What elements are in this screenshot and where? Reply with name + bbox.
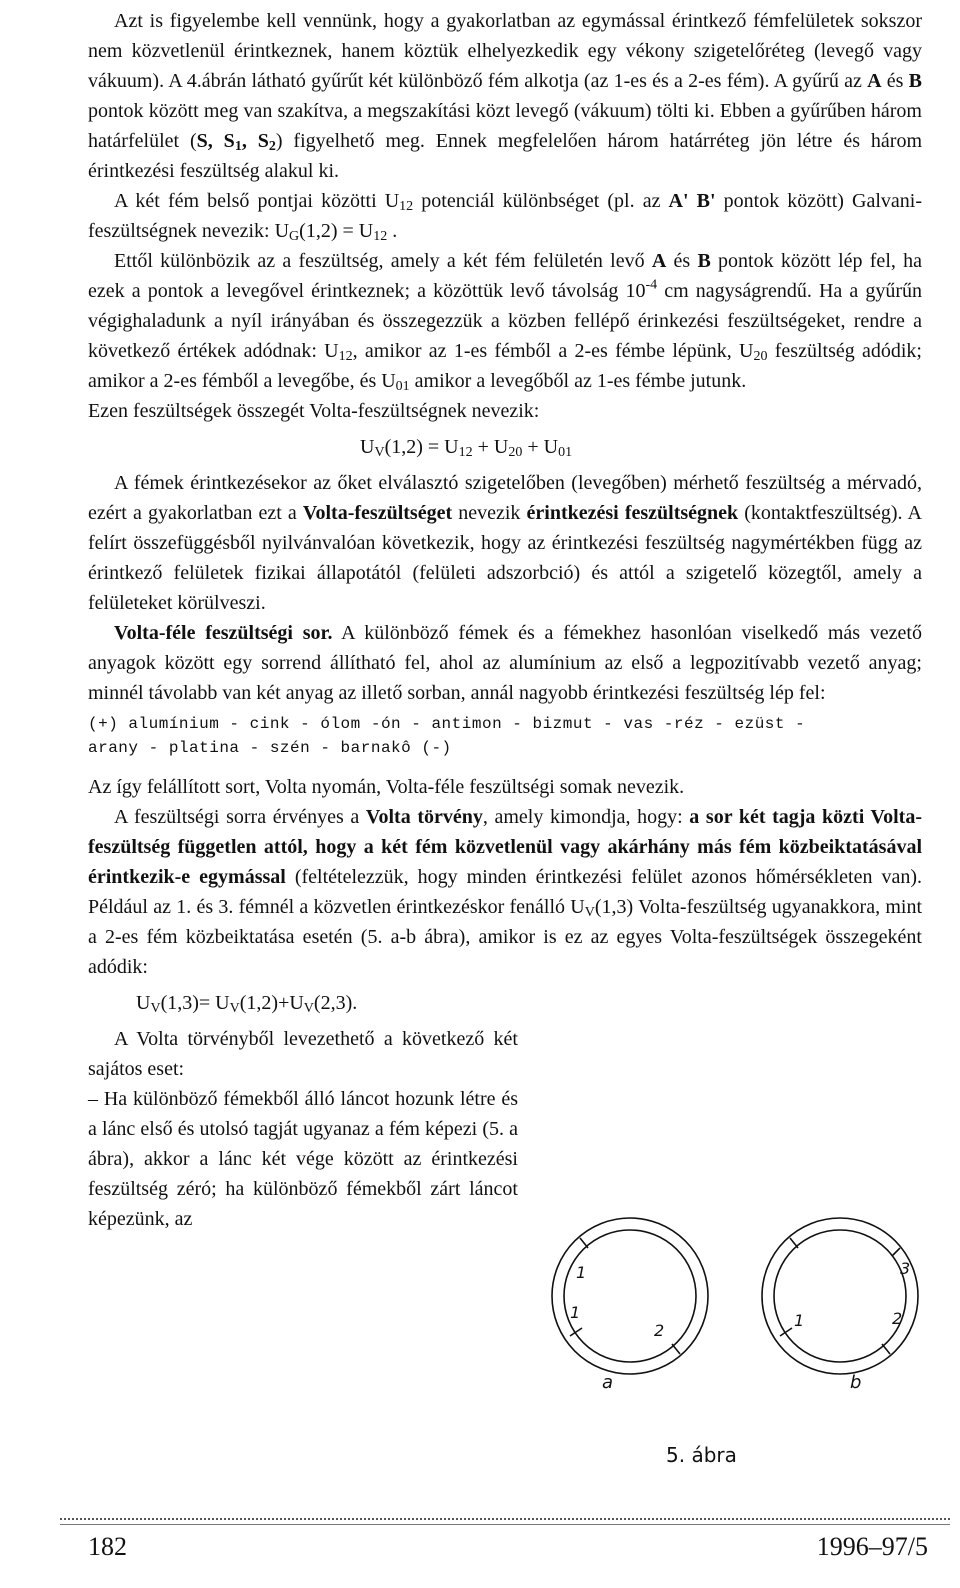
ring-a bbox=[552, 1218, 708, 1374]
voltage-series-line-1: (+) alumínium - cink - ólom -ón - antimon - bizmut - vas -réz - ezüst - bbox=[88, 715, 806, 733]
paragraph-4: Ezen feszültségek összegét Volta-feszültségnek nevezik: bbox=[88, 400, 540, 422]
voltage-series bbox=[88, 712, 922, 760]
ring-b-label-2: 2 bbox=[892, 1309, 903, 1328]
ring-b bbox=[762, 1218, 918, 1374]
bottom-text-column bbox=[88, 1024, 518, 1234]
figure-rings bbox=[530, 1176, 930, 1436]
paragraph-6: Volta-féle feszültségi sor. A különböző fémek és a fémekhez hasonlóan viselkedő más vezető anyagok között egy sorrend állítható fel, ahol az alumínium az első a legpozitívabb vezető anyag; minnél távolabb van két anyag az illető sorban, annál nagyobb érintkezési feszültség lép fel: bbox=[88, 622, 922, 704]
ring-a-label-2: 2 bbox=[654, 1321, 665, 1340]
paragraph-7: Az így felállított sort, Volta nyomán, Volta-féle feszültségi somak nevezik. bbox=[88, 776, 685, 798]
paragraph-10: – Ha különböző fémekből álló láncot hozunk létre és a lánc első és utolsó tagját ugyanaz a fém képezi (5. a ábra), akkor a lánc két vége között az érintkezési feszültség zéró; ha különböző fémekből zárt láncot képezünk, az bbox=[88, 1088, 518, 1230]
voltage-series-line-2: arany - platina - szén - barnakô (-) bbox=[88, 739, 452, 757]
issue-number: 1996–97/5 bbox=[816, 1532, 928, 1561]
figure-label-a: a bbox=[602, 1372, 614, 1393]
paragraph-1: Azt is figyelembe kell vennünk, hogy a gyakorlatban az egymással érintkező fémfelületek sokszor nem közvetlenül érintkeznek, hanem köztük elhelyezkedik egy vékony szigetelőréteg (levegő vagy vákuum). A 4.ábrán látható gyűrűt két különböző fém alkotja (az 1-es és a 2-es fém). A gyűrű az A és B pontok között meg van szakítva, a megszakítási közt levegő (vákuum) tölti ki. Ebben a gyűrűben három határfelület (S, $S_1$, $S_2$) figyelhető meg. Ennek megfelelően három határréteg jön létre és három érintkezési feszültség alakul ki. bbox=[88, 10, 923, 182]
paragraph-3: Ettől különbözik az a feszültség, amely a két fém felületén levő A és B pontok között lép fel, ha ezek a pontok a levegővel érintkeznek; a közöttük levő távolság $10^{-4}$ cm nagyságrendű. Ha a gyűrűn végighaladunk a nyíl irányában és összegezzük a közben fellépő érinkezési feszültségeket, rendre a következő értékek adódnak: $U_{12}$, amikor az 1-es fémből a 2-es fémbe lépünk, $U_{20}$ feszültség adódik; amikor a 2-es fémből a levegőbe, és $U_{01}$ amikor a levegőből az 1-es fémbe jutunk. bbox=[88, 250, 922, 394]
equation-volta: $U_V(1,2) = U_{12} + U_{20} + U_{01}$ bbox=[360, 436, 573, 460]
paragraph-9: A Volta törvényből levezethető a következő két sajátos eset: bbox=[88, 1028, 518, 1080]
figure-label-b: b bbox=[850, 1372, 862, 1393]
paragraph-8: A feszültségi sorra érvényes a Volta törvény, amely kimondja, hogy: a sor két tagja közti Volta-feszültség független attól, hogy a két fém közvetlenül vagy akárhány más fém közbeiktatásával érintkezik-e egymással (feltételezzük, hogy minden érintkezési felület azonos hőmérsékleten van). Például az 1. és 3. fémnél a közvetlen érintkezéskor fenálló $U_V(1,3)$ Volta-feszültség ugyanakkora, mint a 2-es fém közbeiktatása esetén (5. a-b ábra), amikor is ez az egyes Volta-feszültségek összegeként adódik: bbox=[88, 806, 923, 978]
ring-a-label-3: 1 bbox=[570, 1303, 581, 1322]
figure-5 bbox=[530, 1176, 930, 1476]
footer-rule bbox=[60, 1518, 950, 1525]
page-number: 182 bbox=[88, 1532, 127, 1561]
figure-caption: 5. ábra bbox=[666, 1443, 737, 1467]
paragraph-2: A két fém belső pontjai közötti $U_{12}$ potenciál különbséget (pl. az A' B' pontok között) Galvani-feszültségnek nevezik: $U_G(1,2) = U_{12}$ . bbox=[88, 190, 922, 244]
ring-b-label-3: 3 bbox=[900, 1259, 911, 1278]
paragraph-5: A fémek érintkezésekor az őket elválasztó szigetelőben (levegőben) mérhető feszültség a mérvadó, ezért a gyakorlatban ezt a Volta-feszültséget nevezik érintkezési feszültségnek (kontaktfeszültség). A felírt összefüggésből nyilvánvalóan következik, hogy az érintkezési feszültség nagymértékben függ az érintkező felületek fizikai állapotától (felületi adszorbció) és attól a szigetelő közegtől, amely a felületeket körülveszi. bbox=[88, 472, 923, 614]
ring-a-label-1: 1 bbox=[576, 1263, 587, 1282]
ring-b-label-1: 1 bbox=[794, 1311, 805, 1330]
equation-volta-sum: $U_V(1,3)= U_V(1,2)+U_V(2,3)$. bbox=[136, 992, 358, 1016]
